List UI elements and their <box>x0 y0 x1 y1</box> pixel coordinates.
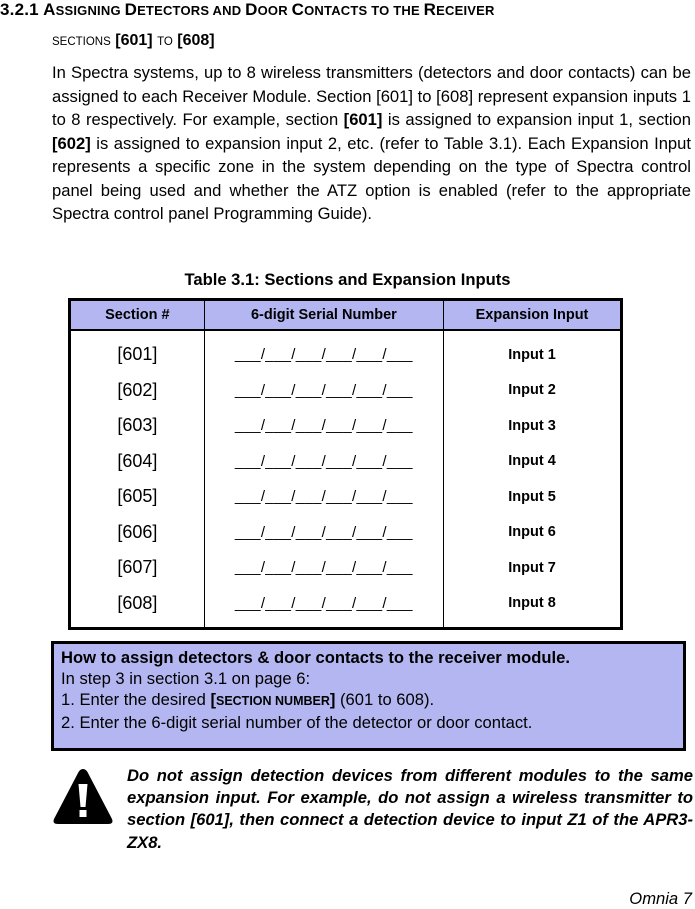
table-caption: Table 3.1: Sections and Expansion Inputs <box>184 270 511 289</box>
howto-intro: In step 3 in section 3.1 on page 6: <box>61 669 311 688</box>
serial-cell: ___/___/___/___/___/___ <box>204 586 443 629</box>
howto-box <box>51 641 686 751</box>
section-number: 3.2.1 <box>0 0 39 19</box>
table-row <box>70 550 622 586</box>
table-row <box>70 444 622 480</box>
table-row <box>70 408 622 444</box>
section-cell: [607] <box>117 557 158 578</box>
input-cell: Input 5 <box>444 479 622 515</box>
section-cell: [604] <box>117 450 158 471</box>
section-cell: [606] <box>117 521 158 542</box>
serial-cell: ___/___/___/___/___/___ <box>204 444 443 480</box>
input-cell: Input 1 <box>444 330 622 373</box>
serial-cell: ___/___/___/___/___/___ <box>204 550 443 586</box>
serial-cell: ___/___/___/___/___/___ <box>204 479 443 515</box>
header-serial: 6-digit Serial Number <box>204 300 443 331</box>
intro-paragraph: In Spectra systems, up to 8 wireless transmitters (detectors and door contacts) can be assigned to each Receiver Module. Section [601] to [608] represent expansion inputs 1 to 8 respectively. For example, section [601] is assigned to expansion input 1, section [602] is assigned to expansion input 2, etc. (refer to Table 3.1). Each Expansion Input represents a specific zone in the system depending on the type of Spectra control panel being used and whether the ATZ option is enabled (refer to the appropriate Spectra control panel Programming Guide). <box>52 63 691 223</box>
table-row <box>70 586 622 629</box>
howto-step-1: 1. Enter the desired [SECTION NUMBER] (601 to 608). <box>61 690 435 709</box>
section-cell: [602] <box>117 379 158 400</box>
table-row <box>70 479 622 515</box>
table-row <box>70 330 622 373</box>
section-cell: [608] <box>117 592 158 613</box>
input-cell: Input 7 <box>444 550 622 586</box>
howto-title: How to assign detectors & door contacts to the receiver module. <box>61 648 570 667</box>
input-cell: Input 3 <box>444 408 622 444</box>
header-section: Section # <box>70 300 205 331</box>
serial-cell: ___/___/___/___/___/___ <box>204 373 443 409</box>
serial-cell: ___/___/___/___/___/___ <box>204 408 443 444</box>
section-cell: [603] <box>117 415 158 436</box>
serial-cell: ___/___/___/___/___/___ <box>204 515 443 551</box>
section-cell: [605] <box>117 486 158 507</box>
input-cell: Input 4 <box>444 444 622 480</box>
input-cell: Input 2 <box>444 373 622 409</box>
warning-text: Do not assign detection devices from different modules to the same expansion input. For example, do not assign a wireless transmitter to section [601], then connect a detection device to input Z1 of the APR3-ZX8. <box>127 766 693 852</box>
section-cell: [601] <box>117 344 158 365</box>
input-cell: Input 8 <box>444 586 622 629</box>
section-title: ASSIGNING DETECTORS AND DOOR CONTACTS TO THE RECEIVER <box>43 0 495 19</box>
table-row <box>70 515 622 551</box>
howto-step-2: 2. Enter the 6-digit serial number of the detector or door contact. <box>61 713 533 732</box>
input-cell: Input 6 <box>444 515 622 551</box>
warning-icon <box>52 766 114 828</box>
section-subheading: SECTIONS [601] TO [608] <box>52 32 215 49</box>
table-row <box>70 373 622 409</box>
table-header-row <box>70 300 622 331</box>
section-heading <box>0 0 495 20</box>
serial-cell: ___/___/___/___/___/___ <box>204 330 443 373</box>
sections-table <box>68 298 623 630</box>
page-footer: Omnia 7 <box>629 889 692 908</box>
header-input: Expansion Input <box>444 300 622 331</box>
